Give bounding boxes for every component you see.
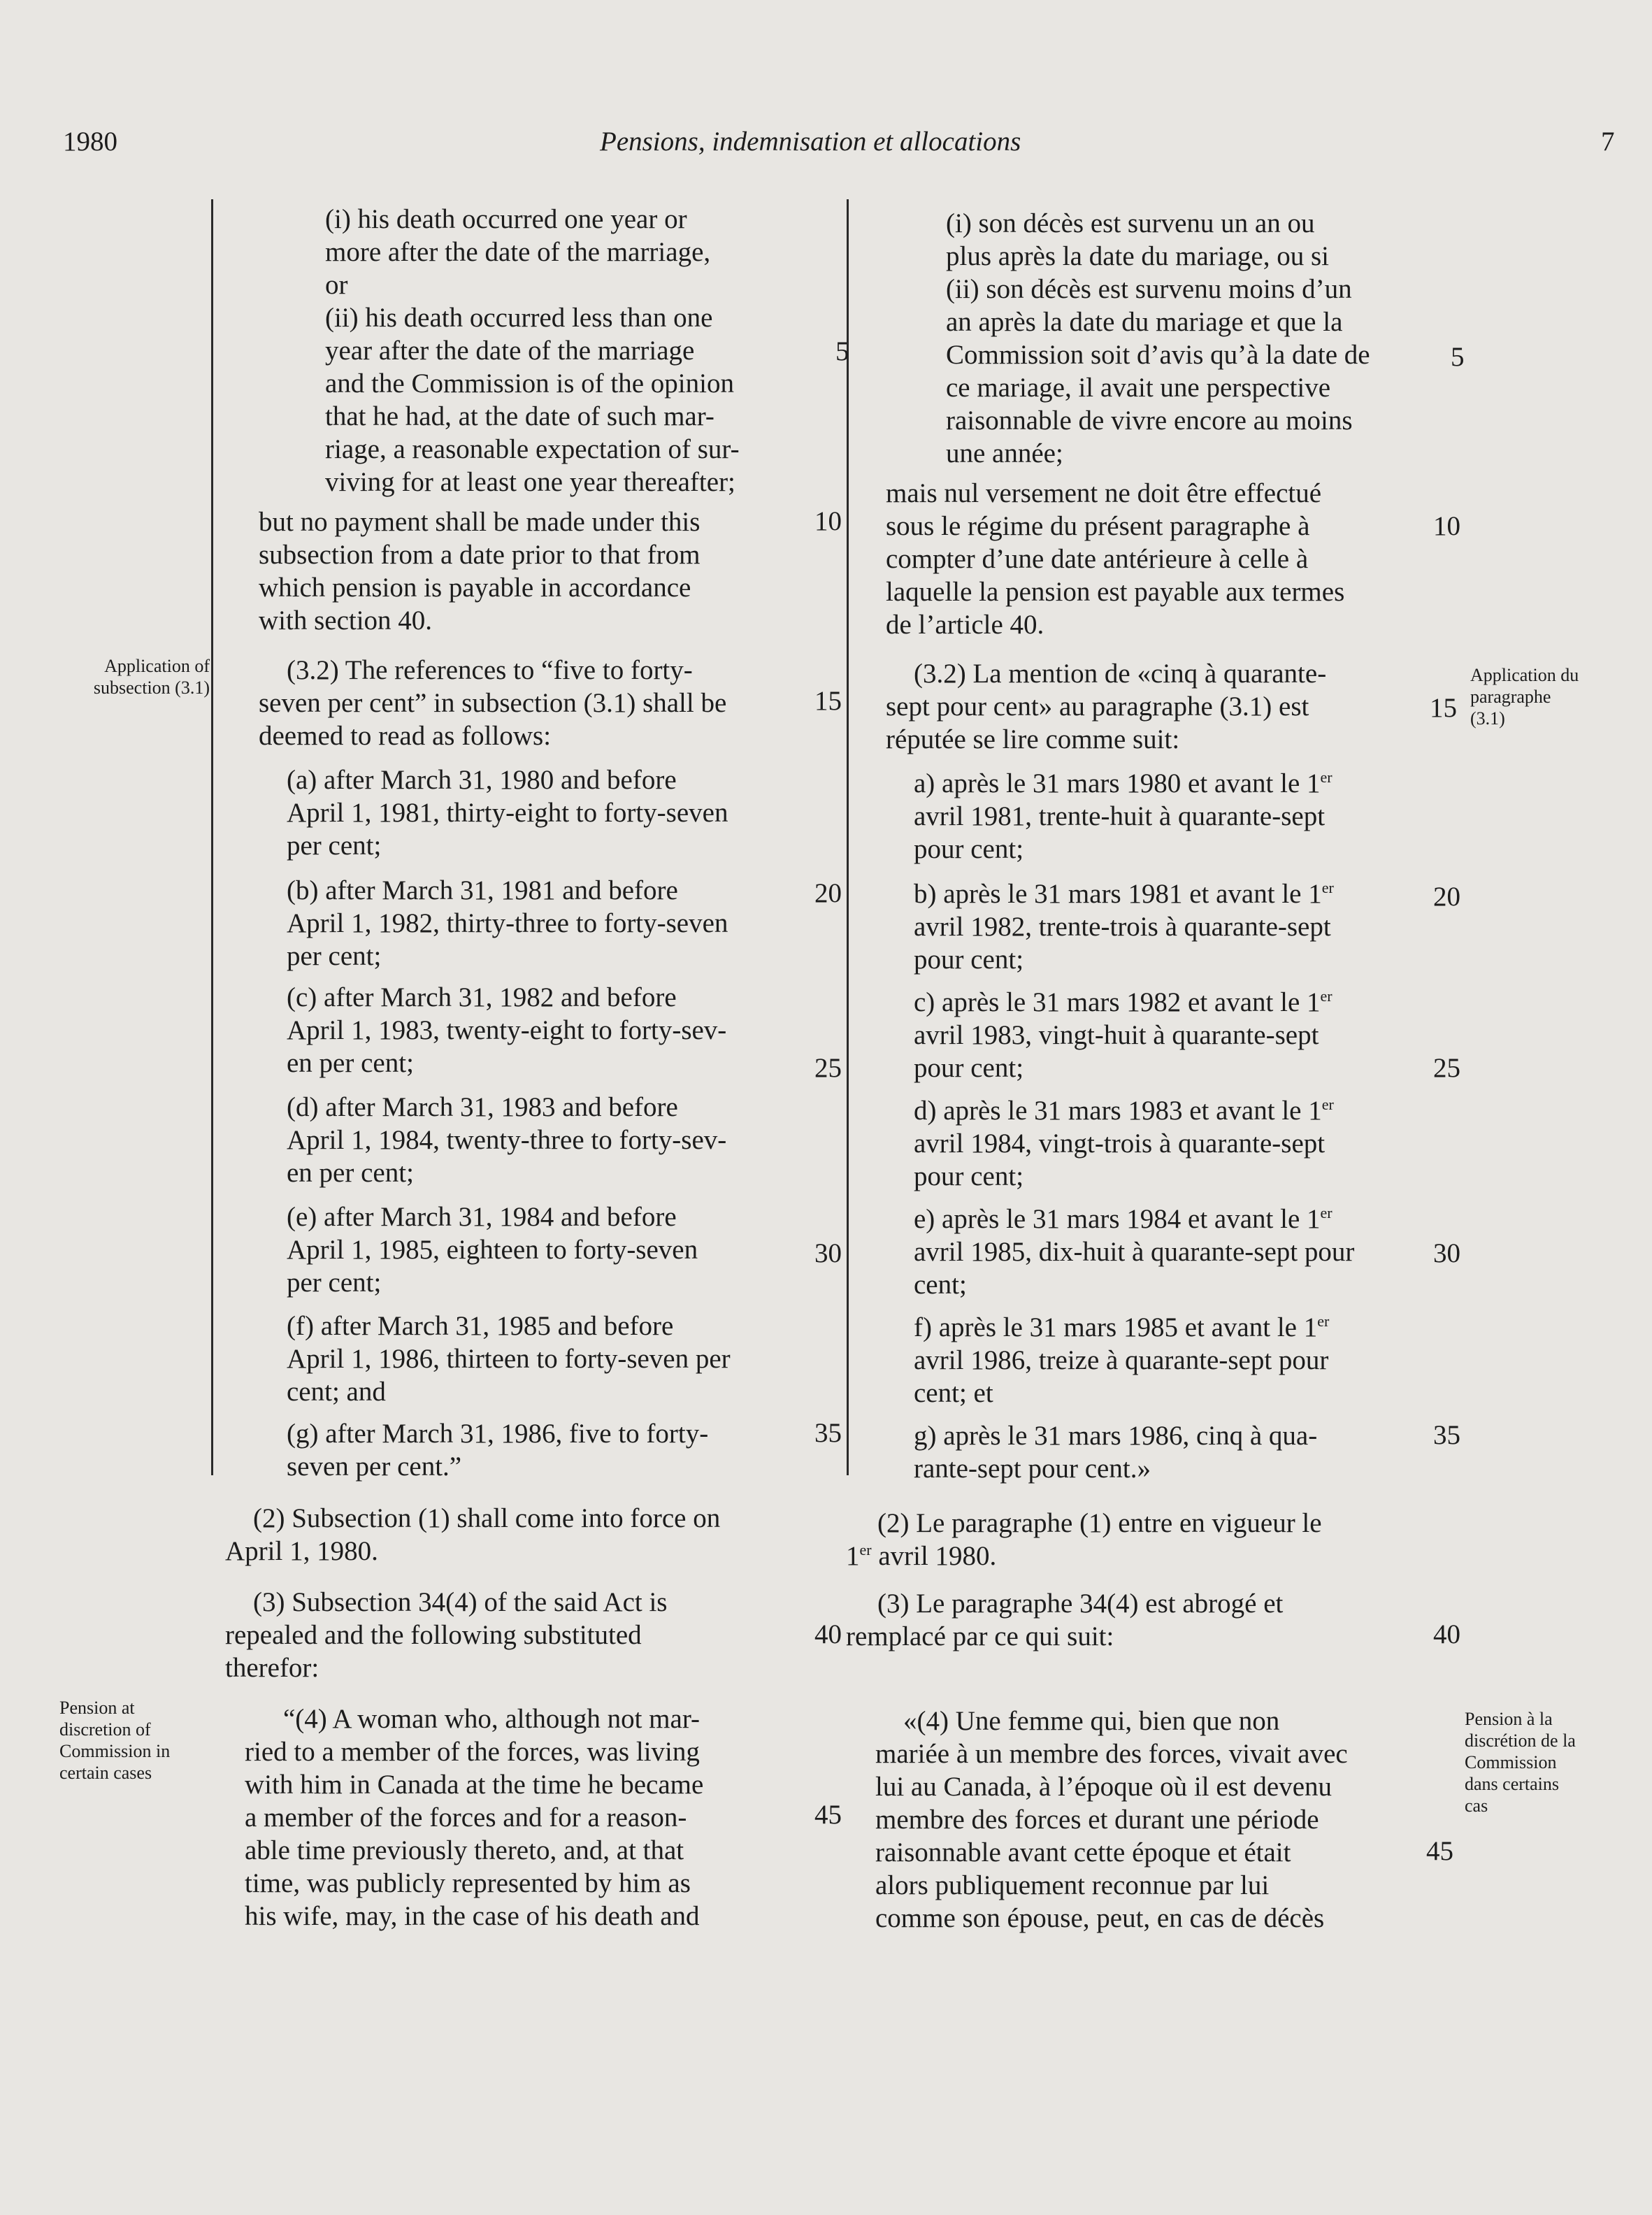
text-line: (d) after March 31, 1983 and before: [287, 1092, 678, 1122]
text-line: seven per cent” in subsection (3.1) shall be: [259, 688, 727, 718]
text-line: repealed and the following substituted: [225, 1620, 642, 1650]
text-span: c) après le 31 mars 1982 et avant le 1: [914, 987, 1321, 1017]
text-line: compter d’une date antérieure à celle à: [886, 544, 1309, 574]
text-line: (e) after March 31, 1984 and before: [287, 1202, 677, 1232]
en-subsection-4: [245, 1703, 703, 1933]
en-subparagraphs-i-ii: [325, 203, 740, 499]
text-line: cent; and: [287, 1377, 386, 1407]
text-line: «(4) Une femme qui, bien que non: [903, 1706, 1280, 1736]
text-line: (i) son décès est survenu un an ou: [946, 208, 1315, 238]
text-line: lui au Canada, à l’époque où il est devenu: [875, 1772, 1333, 1802]
fr-subsection-4: [875, 1705, 1348, 1935]
text-line: cent; et: [914, 1378, 993, 1408]
text-line: comme son épouse, peut, en cas de décès: [875, 1903, 1325, 1933]
text-line: (a) after March 31, 1980 and before: [287, 765, 677, 795]
en-subsection-3-2: [259, 654, 726, 752]
line-number: 5: [835, 336, 849, 366]
text-line: April 1, 1983, twenty-eight to forty-sev-: [287, 1015, 727, 1045]
margin-note-en-pension: [59, 1697, 206, 1784]
text-line: pour cent;: [914, 1161, 1024, 1191]
text-line: (i) his death occurred one year or: [325, 204, 687, 234]
en-paragraph-b: [287, 874, 728, 973]
text-line: April 1, 1984, twenty-three to forty-sev-: [287, 1125, 727, 1155]
text-line: [914, 1094, 1334, 1127]
line-number: 40: [814, 1619, 842, 1649]
en-paragraph-e: [287, 1200, 698, 1299]
fr-subsection-3-2: [886, 657, 1326, 756]
text-line: avril 1986, treize à quarante-sept pour: [914, 1345, 1329, 1375]
text-line: avril 1982, trente-trois à quarante-sept: [914, 912, 1331, 942]
text-line: with him in Canada at the time he became: [245, 1770, 704, 1800]
line-number: 30: [814, 1238, 842, 1268]
left-margin-rule: [211, 199, 213, 1475]
en-paragraph-a: [287, 764, 728, 862]
text-span: avril 1980.: [871, 1541, 997, 1571]
en-proviso: [259, 506, 700, 637]
en-paragraph-d: [287, 1091, 726, 1189]
text-line: per cent;: [287, 941, 382, 971]
text-line: avril 1983, vingt-huit à quarante-sept: [914, 1020, 1319, 1050]
text-line: with section 40.: [259, 605, 433, 636]
en-paragraph-f: [287, 1310, 731, 1408]
text-line: cent;: [914, 1270, 967, 1300]
fr-subsection-3: [846, 1587, 1283, 1653]
line-number: 15: [1430, 693, 1457, 723]
text-line: (ii) son décès est survenu moins d’un: [946, 274, 1352, 304]
text-line: (2) Subsection (1) shall come into force on: [253, 1503, 721, 1533]
text-line: time, was publicly represented by him as: [245, 1868, 691, 1898]
text-line: his wife, may, in the case of his death and: [245, 1901, 700, 1931]
center-rule: [847, 199, 849, 1475]
line-number: 10: [1433, 511, 1460, 541]
note-line: cas: [1465, 1795, 1488, 1816]
note-line: Commission in: [59, 1741, 171, 1761]
text-line: alors publiquement reconnue par lui: [875, 1870, 1270, 1900]
line-number: 20: [814, 878, 842, 908]
fr-proviso: [886, 477, 1344, 641]
line-number: 25: [1433, 1053, 1460, 1083]
text-line: April 1, 1981, thirty-eight to forty-seven: [287, 798, 728, 828]
text-line: (c) after March 31, 1982 and before: [287, 982, 677, 1012]
text-line: April 1, 1986, thirteen to forty-seven per: [287, 1344, 731, 1374]
note-line: Application of: [104, 656, 210, 676]
text-line: that he had, at the date of such mar-: [325, 401, 714, 431]
text-line: pour cent;: [914, 834, 1024, 864]
text-line: (3) Le paragraphe 34(4) est abrogé et: [877, 1589, 1284, 1619]
text-line: “(4) A woman who, although not mar-: [283, 1704, 701, 1734]
superscript: er: [1321, 1096, 1334, 1113]
note-line: Pension à la: [1465, 1709, 1553, 1729]
text-line: raisonnable de vivre encore au moins: [946, 406, 1353, 436]
en-paragraph-g: [287, 1417, 708, 1483]
note-line: paragraphe: [1470, 687, 1551, 707]
text-line: (2) Le paragraphe (1) entre en vigueur le: [877, 1508, 1322, 1538]
fr-subsection-2: [846, 1507, 1322, 1572]
line-number: 5: [1451, 342, 1465, 372]
text-span: d) après le 31 mars 1983 et avant le 1: [914, 1096, 1322, 1126]
text-line: year after the date of the marriage: [325, 336, 695, 366]
margin-note-fr-pension: [1465, 1708, 1632, 1816]
text-line: remplacé par ce qui suit:: [846, 1621, 1114, 1651]
line-number: 15: [814, 686, 842, 716]
text-line: (ii) his death occurred less than one: [325, 303, 713, 333]
text-line: rante-sept pour cent.»: [914, 1454, 1151, 1484]
text-line: April 1, 1982, thirty-three to forty-seven: [287, 908, 728, 938]
text-line: en per cent;: [287, 1048, 414, 1078]
line-number: 30: [1433, 1238, 1460, 1268]
superscript: er: [1317, 1312, 1330, 1330]
text-span: 1: [846, 1541, 860, 1571]
text-line: April 1, 1985, eighteen to forty-seven: [287, 1235, 698, 1265]
note-line: (3.1): [1470, 708, 1505, 729]
text-line: an après la date du mariage et que la: [946, 307, 1343, 337]
fr-paragraph-e: [914, 1203, 1354, 1301]
text-line: [914, 767, 1333, 800]
text-line: sous le régime du présent paragraphe à: [886, 511, 1310, 541]
page-number: 7: [1601, 127, 1615, 157]
text-line: pour cent;: [914, 1053, 1024, 1083]
text-line: riage, a reasonable expectation of sur-: [325, 434, 740, 464]
superscript: er: [1320, 1204, 1333, 1221]
text-line: (f) after March 31, 1985 and before: [287, 1311, 674, 1341]
text-line: une année;: [946, 438, 1063, 468]
fr-paragraph-c: [914, 986, 1333, 1084]
line-number: 10: [814, 506, 842, 536]
en-subsection-2: [225, 1502, 720, 1568]
text-line: per cent;: [287, 1268, 382, 1298]
text-line: en per cent;: [287, 1158, 414, 1188]
fr-paragraph-f: [914, 1311, 1329, 1410]
text-line: avril 1985, dix-huit à quarante-sept pour: [914, 1237, 1355, 1267]
fr-paragraph-b: [914, 877, 1334, 976]
text-span: b) après le 31 mars 1981 et avant le 1: [914, 879, 1322, 909]
text-line: (3) Subsection 34(4) of the said Act is: [253, 1587, 668, 1617]
text-line: but no payment shall be made under this: [259, 507, 701, 537]
margin-note-en-application: [63, 655, 210, 698]
en-paragraph-c: [287, 981, 726, 1080]
fr-subparagraphs-i-ii: [946, 207, 1370, 470]
text-line: (b) after March 31, 1981 and before: [287, 875, 678, 905]
note-line: Pension at: [59, 1698, 135, 1718]
text-line: able time previously thereto, and, at that: [245, 1835, 684, 1865]
line-number: 40: [1433, 1619, 1460, 1649]
fr-paragraph-g: [914, 1419, 1317, 1485]
text-line: (g) after March 31, 1986, five to forty-: [287, 1419, 709, 1449]
english-column: [225, 0, 811, 2215]
text-line: [914, 877, 1334, 910]
text-line: mariée à un membre des forces, vivait avec: [875, 1739, 1348, 1769]
text-line: Commission soit d’avis qu’à la date de: [946, 340, 1370, 370]
text-line: mais nul versement ne doit être effectué: [886, 478, 1322, 508]
fr-paragraph-d: [914, 1094, 1334, 1193]
text-line: and the Commission is of the opinion: [325, 368, 734, 399]
header-year: 1980: [63, 127, 117, 157]
text-line: de l’article 40.: [886, 610, 1044, 640]
text-span: e) après le 31 mars 1984 et avant le 1: [914, 1204, 1321, 1234]
text-line: sept pour cent» au paragraphe (3.1) est: [886, 691, 1309, 722]
text-line: subsection from a date prior to that from: [259, 540, 701, 570]
line-number: 25: [814, 1053, 842, 1083]
line-number: 45: [814, 1800, 842, 1830]
text-span: f) après le 31 mars 1985 et avant le 1: [914, 1312, 1318, 1342]
text-line: therefor:: [225, 1653, 319, 1683]
line-number: 20: [1433, 882, 1460, 912]
superscript: er: [1321, 879, 1334, 896]
text-line: membre des forces et durant une période: [875, 1805, 1319, 1835]
text-line: deemed to read as follows:: [259, 721, 552, 751]
text-line: or: [325, 270, 348, 300]
superscript: er: [1320, 987, 1333, 1005]
text-span: a) après le 31 mars 1980 et avant le 1: [914, 768, 1321, 798]
text-line: laquelle la pension est payable aux termes: [886, 577, 1345, 607]
text-line: (3.2) La mention de «cinq à quarante-: [914, 659, 1327, 689]
text-line: seven per cent.”: [287, 1451, 462, 1482]
text-line: ried to a member of the forces, was living: [245, 1737, 700, 1767]
line-number: 35: [814, 1418, 842, 1448]
superscript: er: [859, 1541, 872, 1558]
text-line: g) après le 31 mars 1986, cinq à qua-: [914, 1421, 1318, 1451]
text-line: [846, 1540, 1322, 1572]
text-line: viving for at least one year thereafter;: [325, 467, 735, 497]
text-line: per cent;: [287, 831, 382, 861]
text-line: ce mariage, il avait une perspective: [946, 373, 1331, 403]
en-subsection-3: [225, 1586, 667, 1684]
text-line: pour cent;: [914, 945, 1024, 975]
text-line: avril 1984, vingt-trois à quarante-sept: [914, 1128, 1326, 1159]
text-line: plus après la date du mariage, ou si: [946, 241, 1329, 271]
text-line: April 1, 1980.: [225, 1536, 378, 1566]
text-line: raisonnable avant cette époque et était: [875, 1837, 1291, 1868]
note-line: dans certains: [1465, 1774, 1560, 1794]
text-line: a member of the forces and for a reason-: [245, 1802, 687, 1833]
margin-note-fr-application: [1470, 664, 1631, 729]
text-line: which pension is payable in accordance: [259, 573, 691, 603]
text-line: [914, 986, 1333, 1019]
text-line: (3.2) The references to “five to forty-: [287, 655, 693, 685]
note-line: Commission: [1465, 1752, 1557, 1772]
note-line: subsection (3.1): [93, 678, 210, 698]
line-number: 35: [1433, 1420, 1460, 1450]
note-line: Application du: [1470, 665, 1579, 685]
superscript: er: [1320, 768, 1333, 786]
fr-paragraph-a: [914, 767, 1333, 866]
text-line: more after the date of the marriage,: [325, 237, 711, 267]
note-line: discretion of: [59, 1719, 151, 1740]
french-column: [846, 0, 1426, 2215]
text-line: avril 1981, trente-huit à quarante-sept: [914, 801, 1326, 831]
note-line: certain cases: [59, 1763, 152, 1783]
header-title: Pensions, indemnisation et allocations: [600, 127, 1021, 157]
note-line: discrétion de la: [1465, 1730, 1576, 1751]
line-number: 45: [1426, 1836, 1453, 1866]
text-line: réputée se lire comme suit:: [886, 724, 1180, 754]
text-line: [914, 1311, 1329, 1344]
text-line: [914, 1203, 1354, 1235]
